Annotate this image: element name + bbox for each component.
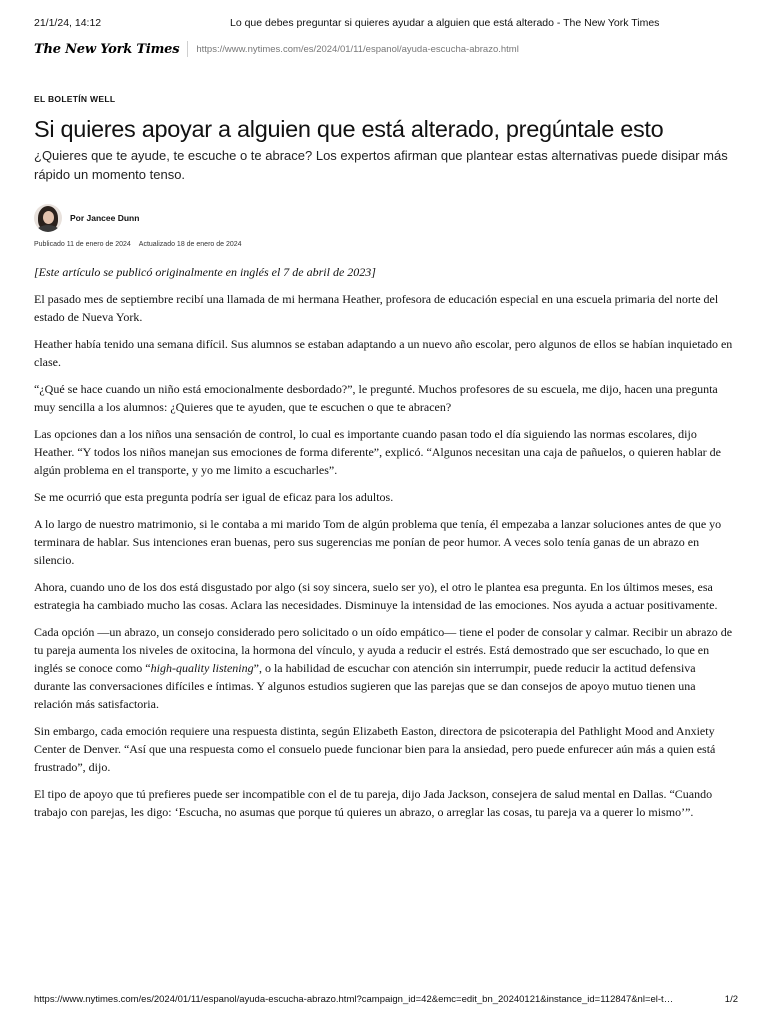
- paragraph: A lo largo de nuestro matrimonio, si le contaba a mi marido Tom de algún problema que tenía, él empezaba a lanzar soluciones antes de que yo terminara de hablar. Sus intenciones eran buenas, pero sus sugerencias me ponían de peor humor. A veces solo tenía ganas de un abrazo en silencio.: [34, 517, 722, 567]
- paragraph-text: ”, o la habilidad de escuchar con atención sin interrumpir, puede reducir la actitud defensiva durante las conversaciones difíciles e íntimas. Y algunos estudios sugieren que las parejas que se dan consejos de apoyo mutuo tienen una relación más satisfactoria.: [34, 661, 696, 711]
- paragraph: El pasado mes de septiembre recibí una llamada de mi hermana Heather, profesora de educación especial en una escuela primaria del norte del estado de Nueva York.: [34, 292, 719, 324]
- published-date: Publicado 11 de enero de 2024: [34, 241, 131, 248]
- paragraph: Se me ocurrió que esta pregunta podría ser igual de eficaz para los adultos.: [34, 490, 394, 504]
- paragraph: El tipo de apoyo que tú prefieres puede ser incompatible con el de tu pareja, dijo Jada Jackson, consejera de salud mental en Dallas. “Cuando trabajo con parejas, les digo: ‘Escucha, no asumas que porque tú quieres un abrazo, o arreglar las cosas, tu pareja va a querer lo mismo’”.: [34, 787, 713, 819]
- print-page-title: Lo que debes preguntar si quieres ayudar a alguien que está alterado - The New York Times: [230, 17, 660, 29]
- summary: ¿Quieres que te ayude, te escuche o te abrace? Los expertos afirman que plantear estas alternativas puede disipar más rápido un momento tenso.: [34, 148, 728, 182]
- masthead-divider: [187, 41, 188, 57]
- nyt-logo[interactable]: The New York Times: [34, 41, 180, 57]
- publication-dates: [34, 241, 734, 248]
- byline: [34, 202, 734, 234]
- paragraph: Ahora, cuando uno de los dos está disgustado por algo (si soy sincera, suelo ser yo), el otro le plantea esa pregunta. En los últimos meses, esa estrategia ha cambiado mucho las cosas. Aclara las necesidades. Disminuye la intensidad de las emociones. Nos ayuda a actuar positivamente.: [34, 580, 718, 612]
- section-kicker[interactable]: EL BOLETÍN WELL: [34, 94, 116, 104]
- author-avatar: [34, 204, 62, 232]
- author-name[interactable]: Por Jancee Dunn: [70, 213, 140, 223]
- paragraph: “¿Qué se hace cuando un niño está emocionalmente desbordado?”, le pregunté. Muchos profesores de su escuela, me dijo, hacen una pregunta muy sencilla a los alumnos: ¿Quieres que te ayuden, que te escuchen o que te abracen?: [34, 382, 718, 414]
- paragraph: Heather había tenido una semana difícil. Sus alumnos se estaban adaptando a un nuevo año escolar, pero algunos de ellos se habían inquietado en clase.: [34, 337, 733, 369]
- paragraph: Las opciones dan a los niños una sensación de control, lo cual es importante cuando pasan todo el día siguiendo las normas escolares, dijo Heather. “Y todos los niños manejan sus emociones de forma diferente”, explicó. “Algunos necesitan una caja de pañuelos, o quieren hablar de algún problema en el transporte, y yo me limito a escucharles”.: [34, 427, 721, 477]
- updated-date: Actualizado 18 de enero de 2024: [138, 241, 242, 248]
- italic-term: high-quality listening: [150, 661, 254, 675]
- article-body: [34, 290, 734, 821]
- paragraph: [34, 623, 734, 713]
- footer-url: https://www.nytimes.com/es/2024/01/11/espanol/ayuda-escucha-abrazo.html?campaign_id=42&emc=edit_bn_20240121&instance_id=112847&nl=el-t…: [34, 994, 674, 1005]
- print-footer: [34, 994, 738, 1008]
- headline: Si quieres apoyar a alguien que está alterado, pregúntale esto: [34, 116, 664, 142]
- article-url[interactable]: https://www.nytimes.com/es/2024/01/11/espanol/ayuda-escucha-abrazo.html: [196, 43, 519, 55]
- page-number: 1/2: [724, 994, 738, 1005]
- original-language-note: [Este artículo se publicó originalmente en inglés el 7 de abril de 2023]: [34, 265, 376, 279]
- paragraph-text: Cada opción —un abrazo, un consejo considerado pero solicitado o un oído empático— tiene el poder de consolar y calmar. Recibir un abrazo de tu pareja aumenta los niveles de oxitocina, la hormona del vínculo, y ayuda a reducir el estrés. Está demostrado que ser escuchado, lo que en inglés se conoce como “: [34, 625, 733, 675]
- article: [34, 94, 734, 821]
- print-date: 21/1/24, 14:12: [34, 17, 102, 29]
- print-header: [34, 17, 738, 31]
- masthead: [34, 40, 519, 58]
- paragraph: Sin embargo, cada emoción requiere una respuesta distinta, según Elizabeth Easton, directora de psicoterapia del Pathlight Mood and Anxiety Center de Denver. “Así que una respuesta como el consuelo puede funcionar bien para la ansiedad, pero puede enfurecer aún más a quien está frustrado”, dijo.: [34, 724, 716, 774]
